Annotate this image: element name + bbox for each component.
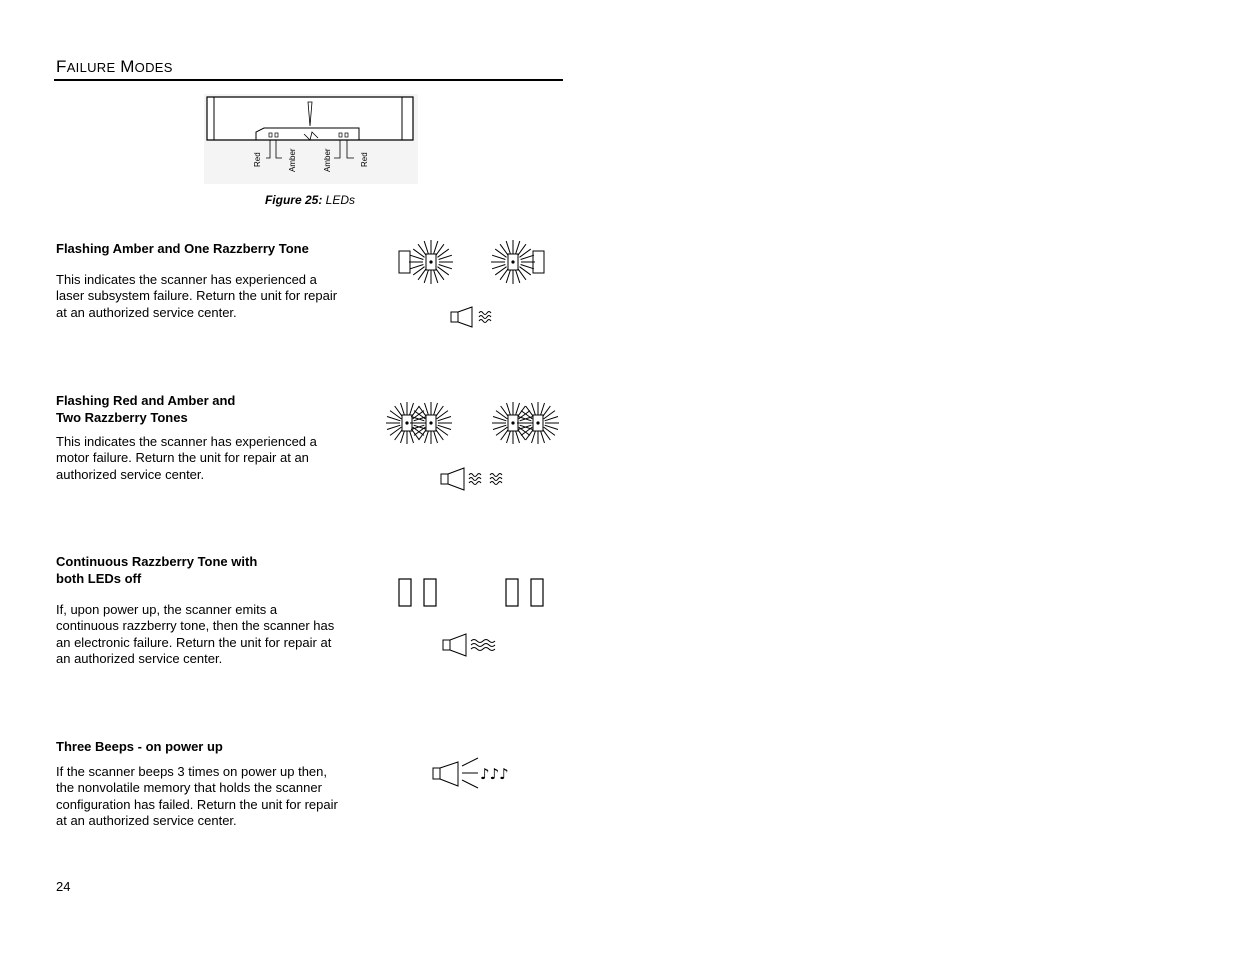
scanner-leds-figure [204, 94, 418, 184]
red-amber-flash-leds-icon [383, 398, 563, 448]
three-beeps-icon [430, 756, 516, 792]
section-body-continuous: If, upon power up, the scanner emits a continuous razzberry tone, then the scanner has an electronic failure. Return the unit for repair at an authorized service center. [56, 602, 335, 666]
two-razzberry-tones-icon [438, 466, 510, 492]
page-number: 24 [56, 879, 71, 894]
leds-off-icon [396, 576, 548, 610]
section-heading-red-amber: Flashing Red and Amber and Two Razzberry Tones [56, 393, 236, 425]
amber-flash-leds-icon [396, 238, 548, 286]
section-heading-continuous: Continuous Razzberry Tone with both LEDs off [56, 554, 258, 586]
section-heading-amber: Flashing Amber and One Razzberry Tone [56, 241, 309, 256]
svg-text:♪♪♪: ♪♪♪ [480, 765, 509, 783]
section-body-red-amber: This indicates the scanner has experienced a motor failure. Return the unit for repair at an authorized service center. [56, 434, 317, 482]
led-label-red-left: Red [253, 152, 262, 167]
title-rule [54, 79, 563, 81]
led-label-amber-right: Amber [323, 148, 332, 172]
led-label-amber-left: Amber [288, 148, 297, 172]
one-razzberry-tone-icon [448, 305, 498, 329]
section-heading-three-beeps: Three Beeps - on power up [56, 739, 223, 754]
page-title: FAILURE MODES [56, 57, 173, 76]
section-body-three-beeps: If the scanner beeps 3 times on power up then, the nonvolatile memory that holds the scanner configuration has failed. Return the unit for repair at an authorized service center. [56, 764, 338, 828]
continuous-razzberry-tone-icon [440, 632, 506, 658]
section-body-amber: This indicates the scanner has experienced a laser subsystem failure. Return the unit for repair at an authorized service center. [56, 272, 338, 320]
led-label-red-right: Red [360, 152, 369, 167]
figure-caption: Figure 25: LEDs [264, 193, 356, 207]
